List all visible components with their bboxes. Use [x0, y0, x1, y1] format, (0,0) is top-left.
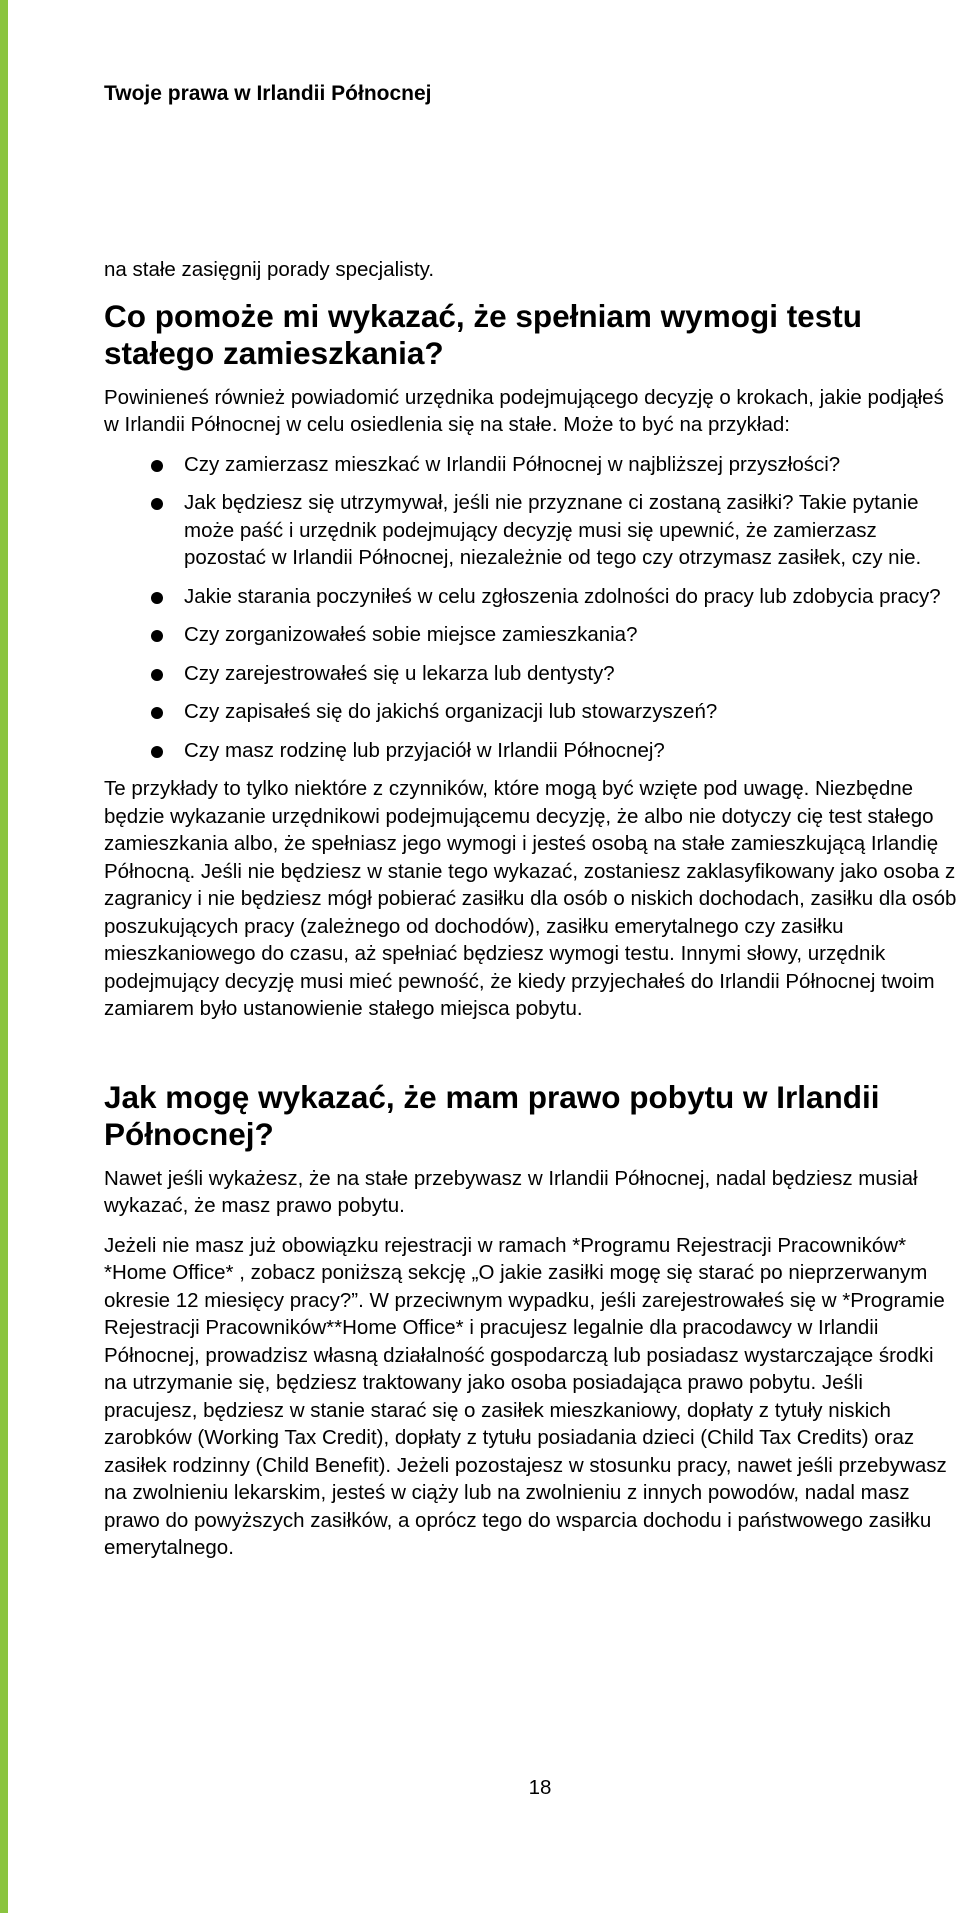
section-heading-residence-test: Co pomoże mi wykazać, że spełniam wymogi testu stałego zamieszkania? [104, 297, 862, 371]
bullet-icon [151, 630, 163, 642]
section-paragraph: Nawet jeśli wykażesz, że na stałe przebywasz w Irlandii Północnej, nadal będziesz musiał wykazać, że masz prawo pobytu. [104, 1166, 918, 1217]
section-paragraph: Powinieneś również powiadomić urzędnika podejmującego decyzję o krokach, jakie podjąłeś w Irlandii Północnej w celu osiedlenia się na stałe. Może to być na przykład: [104, 385, 944, 436]
closing-paragraph: Te przykłady to tylko niektóre z czynników, które mogą być wzięte pod uwagę. Niezbędne będzie wykazanie urzędnikowi podejmującemu decyzję, że albo nie dotyczy cię test stałego zamieszkania albo, że spełniasz jego wymogi i jesteś osobą na stałe zamieszkującą Irlandię Północną. Jeśli nie będziesz w stanie tego wykazać, zostaniesz zaklasyfikowany jako osoba z zagranicy i nie będziesz mógł pobierać zasiłku dla osób o niskich dochodach, zasiłku dla osób poszukujących pracy (zależnego od dochodów), zasiłku emerytalnego czy zasiłku mieszkaniowego do czasu, aż spełniać będziesz wymogi testu. Innymi słowy, urzędnik podejmujący decyzję musi mieć pewność, że kiedy przyjechałeś do Irlandii Północnej twoim zamiarem było ustanowienie stałego miejsca pobytu. [104, 777, 957, 1020]
bullet-icon [151, 592, 163, 604]
list-item: Czy zamierzasz mieszkać w Irlandii Północnej w najbliższej przyszłości? [104, 451, 960, 479]
bullet-icon [151, 669, 163, 681]
bullet-icon [151, 746, 163, 758]
bullet-list [104, 451, 960, 765]
page-number: 18 [528, 1776, 552, 1799]
list-item: Czy masz rodzinę lub przyjaciół w Irlandii Północnej? [104, 737, 960, 765]
section-heading-right-of-residence: Jak mogę wykazać, że mam prawo pobytu w Irlandii Północnej? [104, 1078, 880, 1152]
document-body [104, 256, 960, 1562]
bullet-icon [151, 498, 163, 510]
list-item: Czy zorganizowałeś sobie miejsce zamieszkania? [104, 621, 960, 649]
page-accent-bar [0, 0, 8, 1913]
bullet-icon [151, 707, 163, 719]
list-item: Czy zapisałeś się do jakichś organizacji lub stowarzyszeń? [104, 698, 960, 726]
list-item: Czy zarejestrowałeś się u lekarza lub dentysty? [104, 660, 960, 688]
section-paragraph: Jeżeli nie masz już obowiązku rejestracji w ramach *Programu Rejestracji Pracowników* *Home Office* , zobacz poniższą sekcję „O jakie zasiłki mogę się starać po nieprzerwanym okresie 12 miesięcy pracy?”. W przeciwnym wypadku, jeśli zarejestrowałeś się w *Programie Rejestracji Pracowników**Home Office* i pracujesz legalnie dla pracodawcy w Irlandii Północnej, prowadzisz własną działalność gospodarczą lub posiadasz wystarczające środki na utrzymanie się, będziesz traktowany jako osoba posiadająca prawo pobytu. Jeśli pracujesz, będziesz w stanie starać się o zasiłek mieszkaniowy, dopłaty z tytuły niskich zarobków (Working Tax Credit), dopłaty z tytułu posiadania dzieci (Child Tax Credits) oraz zasiłek rodzinny (Child Benefit). Jeżeli pozostajesz w stosunku pracy, nawet jeśli przebywasz na zwolnieniu lekarskim, jesteś w ciąży lub na zwolnieniu z innych powodów, nadal masz prawo do powyższych zasiłków, a oprócz tego do wsparcia dochodu i państwowego zasiłku emerytalnego. [104, 1233, 947, 1559]
bullet-icon [151, 460, 163, 472]
page-header-title: Twoje prawa w Irlandii Północnej [104, 82, 432, 105]
list-item: Jak będziesz się utrzymywał, jeśli nie przyznane ci zostaną zasiłki? Takie pytanie może paść i urzędnik podejmujący decyzję musi się upewnić, że zamierzasz pozostać w Irlandii Północnej, niezależnie od tego czy otrzymasz zasiłek, czy nie. [104, 489, 960, 572]
intro-line: na stałe zasięgnij porady specjalisty. [104, 258, 435, 281]
list-item: Jakie starania poczyniłeś w celu zgłoszenia zdolności do pracy lub zdobycia pracy? [104, 583, 960, 611]
